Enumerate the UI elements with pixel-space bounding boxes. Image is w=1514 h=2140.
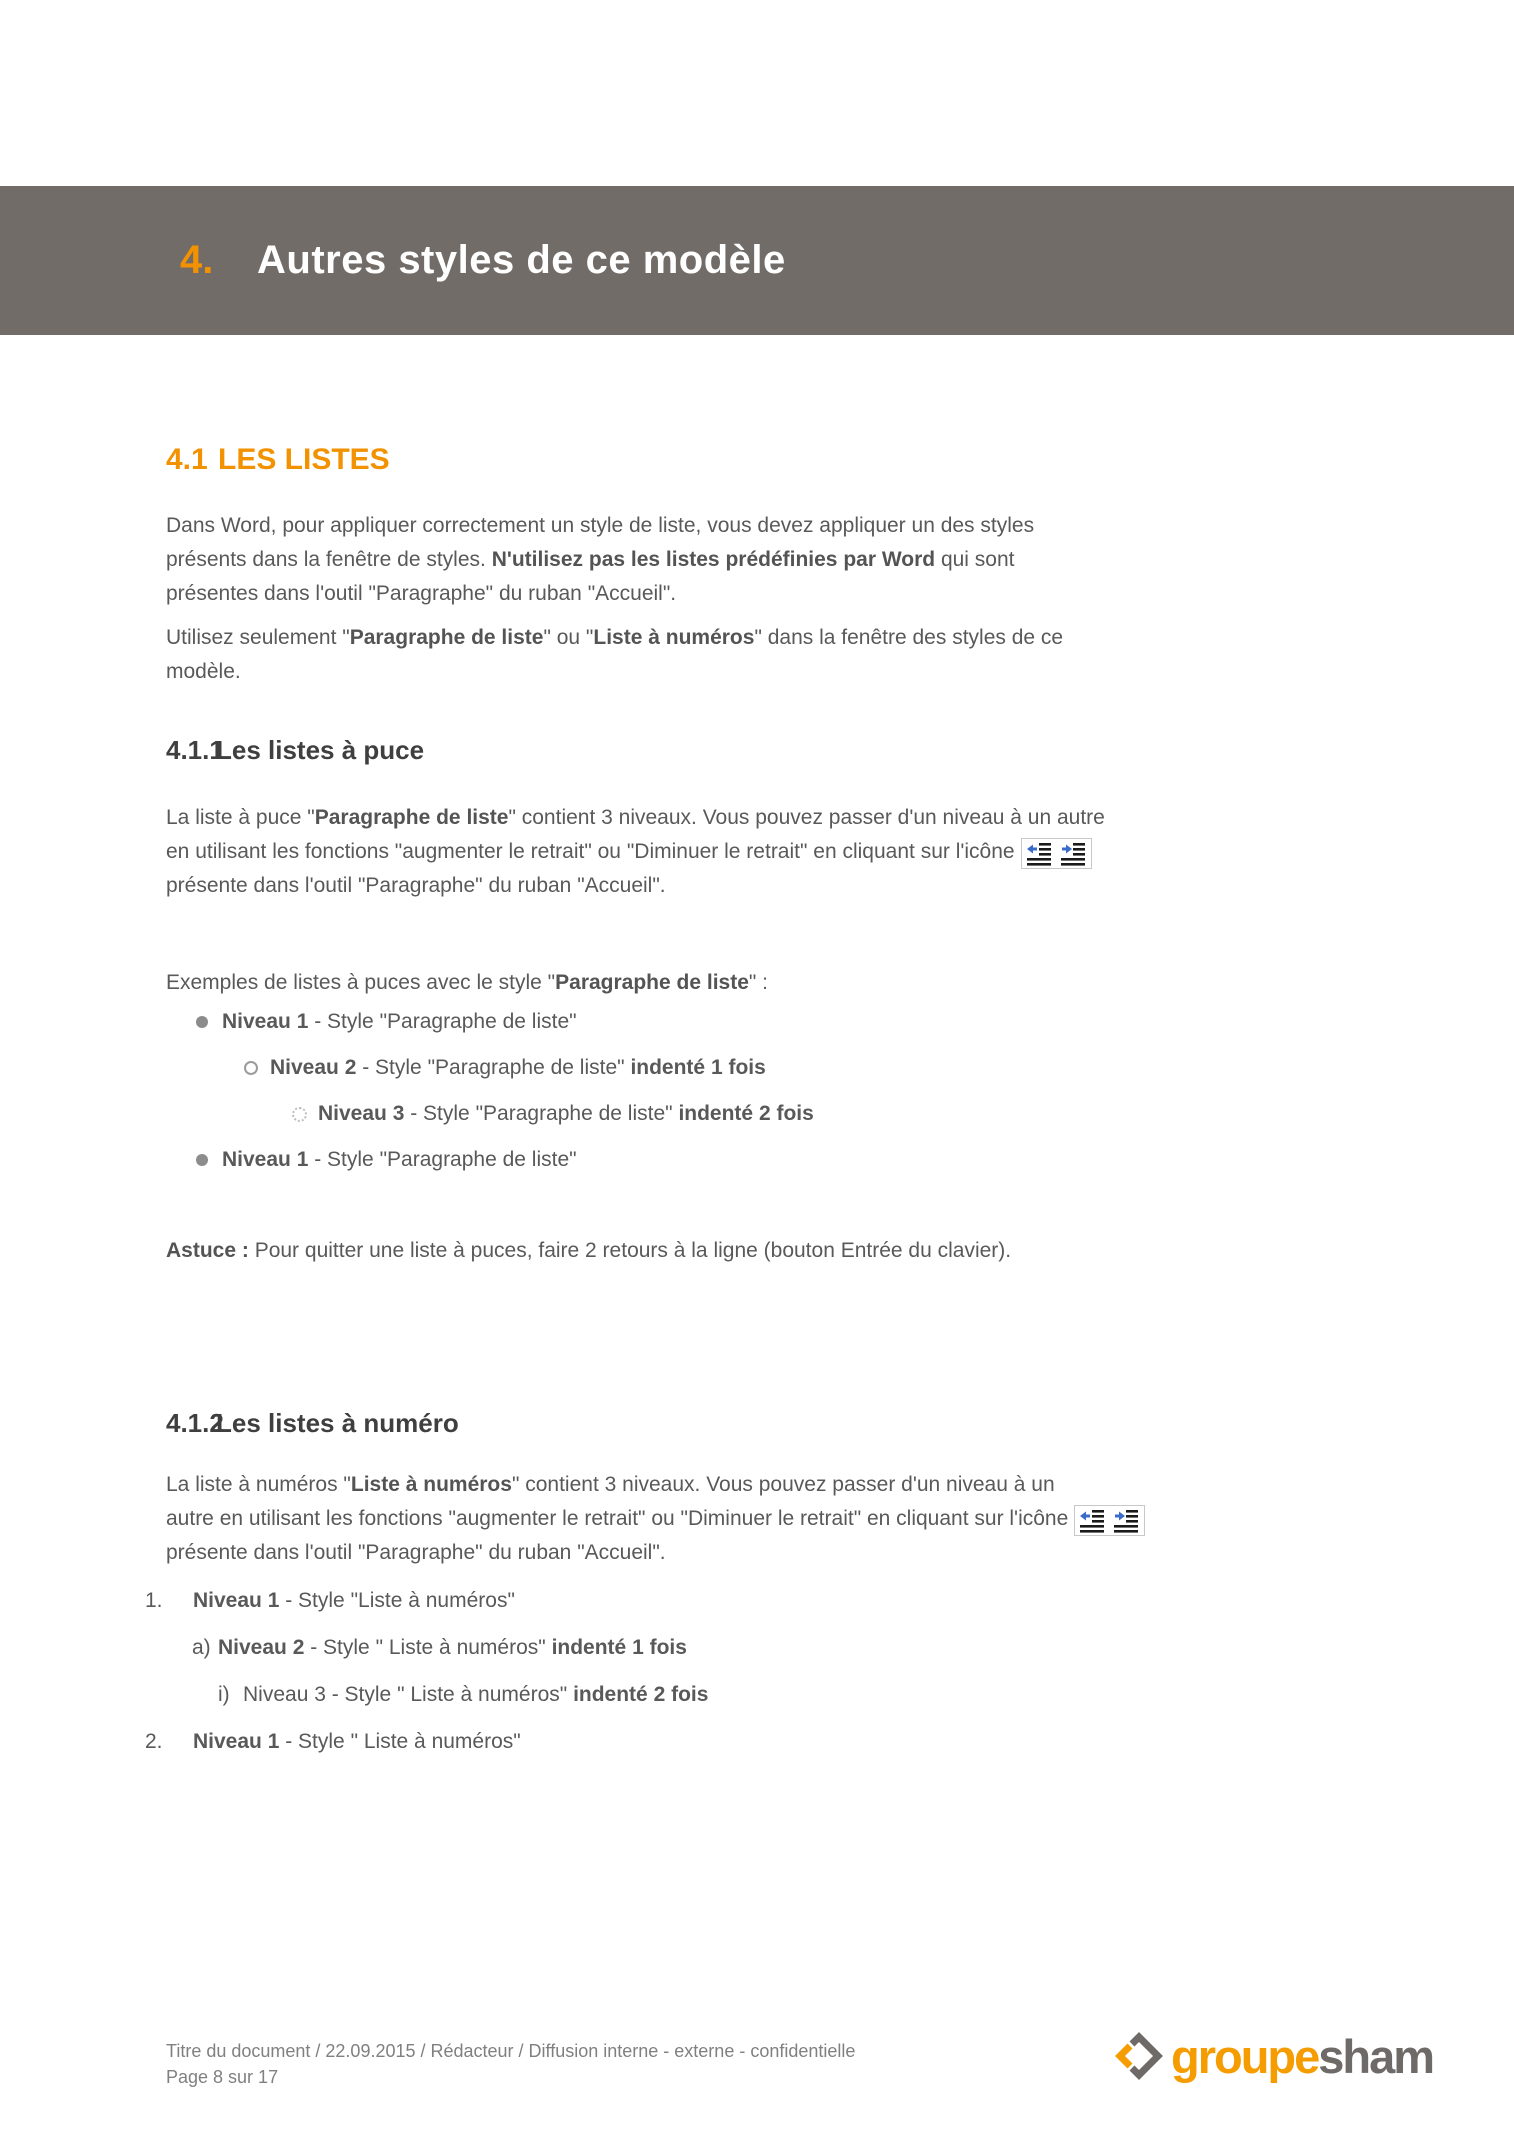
- text-run-bold: Paragraphe de liste: [349, 626, 544, 649]
- decrease-indent-icon: [1026, 841, 1053, 866]
- increase-indent-icon: [1113, 1508, 1140, 1533]
- text-run-bold: N'utilisez pas les listes prédéfinies par Word: [491, 548, 936, 571]
- page-footer: [166, 2038, 855, 2090]
- text-run: présents dans la fenêtre de styles.: [166, 548, 492, 571]
- logo-text-sham: sham: [1318, 2029, 1434, 2083]
- text-run: autre en utilisant les fonctions "augmenter le retrait" ou "Diminuer le retrait" en cliquant sur l'icône: [166, 1507, 1069, 1530]
- text-run: Exemples de listes à puces avec le style ": [166, 971, 556, 994]
- list-item: [145, 1631, 1335, 1665]
- text-run: présentes dans l'outil "Paragraphe" du ruban "Accueil".: [166, 582, 677, 605]
- list-item: [145, 1725, 1335, 1759]
- indent-buttons-image: [1021, 838, 1092, 869]
- list-item: [166, 1005, 1336, 1039]
- section-heading-4-1: [166, 443, 390, 477]
- text-run: La liste à numéros ": [166, 1473, 351, 1496]
- bullet-level1-icon: [196, 1016, 222, 1028]
- number-marker: 2.: [145, 1730, 163, 1753]
- text-run: en utilisant les fonctions "augmenter le retrait" ou "Diminuer le retrait" en cliquant sur l'icône: [166, 840, 1015, 863]
- text-run-bold: Liste à numéros: [350, 1473, 512, 1496]
- decrease-indent-icon: [1079, 1508, 1106, 1533]
- text-run: " :: [748, 971, 769, 994]
- list-item: [166, 1051, 1336, 1085]
- text-run-bold: Paragraphe de liste: [314, 806, 509, 829]
- list-item: [145, 1584, 1335, 1618]
- number-marker: 1.: [145, 1589, 163, 1612]
- list-item-text: Niveau 1 - Style "Liste à numéros": [193, 1589, 515, 1612]
- text-run-bold: Liste à numéros: [593, 626, 755, 649]
- section-title: LES LISTES: [218, 443, 390, 476]
- section-number: 4.1: [166, 443, 208, 476]
- text-run: " contient 3 niveaux. Vous pouvez passer d'un niveau à un: [511, 1473, 1055, 1496]
- paragraph-intro-lists: [166, 509, 1336, 611]
- text-run: Utilisez seulement ": [166, 626, 350, 649]
- text-run: présente dans l'outil "Paragraphe" du ruban "Accueil".: [166, 1541, 666, 1564]
- footer-page-number: Page 8 sur 17: [166, 2067, 279, 2087]
- chapter-number: 4.: [180, 238, 214, 282]
- groupe-sham-diamond-icon: [1113, 2030, 1165, 2082]
- list-item-text: Niveau 1 - Style " Liste à numéros": [193, 1730, 521, 1753]
- paragraph-examples-intro: [166, 966, 1336, 1000]
- paragraph-use-only-styles: [166, 621, 1336, 689]
- numbered-list-example: [145, 1584, 1335, 1772]
- number-marker: a): [192, 1636, 211, 1659]
- text-run: " dans la fenêtre des styles de ce: [754, 626, 1064, 649]
- section-title: Les listes à puce: [216, 735, 425, 765]
- logo-text-groupe: groupe: [1171, 2029, 1319, 2083]
- number-marker: i): [218, 1683, 230, 1706]
- list-item: [166, 1097, 1336, 1131]
- list-item-text: Niveau 3 - Style "Paragraphe de liste" indenté 2 fois: [318, 1102, 814, 1125]
- section-number: 4.1.1: [166, 735, 224, 765]
- bullet-level3-icon: [292, 1107, 318, 1122]
- paragraph-astuce-tip: [166, 1234, 1336, 1268]
- chapter-heading-band: [0, 186, 1514, 335]
- indent-buttons-image: [1074, 1505, 1145, 1536]
- increase-indent-icon: [1060, 841, 1087, 866]
- list-item-text: Niveau 2 - Style "Paragraphe de liste" indenté 1 fois: [270, 1056, 766, 1079]
- text-run: " ou ": [543, 626, 594, 649]
- text-run-bold: Paragraphe de liste: [555, 971, 749, 994]
- text-run: Pour quitter une liste à puces, faire 2 retours à la ligne (bouton Entrée du clavier).: [248, 1239, 1012, 1262]
- paragraph-bullet-list-info: [166, 801, 1336, 903]
- footer-document-info: Titre du document / 22.09.2015 / Rédacteur / Diffusion interne - externe - confidentielle: [166, 2041, 856, 2061]
- section-title: Les listes à numéro: [216, 1408, 459, 1438]
- list-item-text: Niveau 1 - Style "Paragraphe de liste": [222, 1148, 577, 1171]
- paragraph-number-list-info: [166, 1468, 1336, 1570]
- text-run: modèle.: [166, 660, 241, 683]
- section-heading-4-1-2: [166, 1408, 459, 1439]
- text-run: La liste à puce ": [166, 806, 315, 829]
- section-heading-4-1-1: [166, 735, 424, 766]
- list-item-text: Niveau 3 - Style " Liste à numéros" indenté 2 fois: [243, 1683, 709, 1706]
- section-number: 4.1.2: [166, 1408, 224, 1438]
- text-run: qui sont: [935, 548, 1015, 571]
- list-item: [145, 1678, 1335, 1712]
- text-run: présente dans l'outil "Paragraphe" du ruban "Accueil".: [166, 874, 666, 897]
- list-item-text: Niveau 1 - Style "Paragraphe de liste": [222, 1010, 577, 1033]
- list-item: [166, 1143, 1336, 1177]
- text-run: " contient 3 niveaux. Vous pouvez passer d'un niveau à un autre: [508, 806, 1105, 829]
- bullet-list-example: [166, 1005, 1336, 1189]
- text-run: Dans Word, pour appliquer correctement un style de liste, vous devez appliquer un des styles: [166, 514, 1035, 537]
- bullet-level2-icon: [244, 1061, 270, 1075]
- chapter-title: Autres styles de ce modèle: [257, 238, 786, 282]
- text-run-bold: Astuce :: [166, 1239, 249, 1262]
- bullet-level1-icon: [196, 1154, 222, 1166]
- groupe-sham-logo: [1113, 2022, 1433, 2090]
- list-item-text: Niveau 2 - Style " Liste à numéros" indenté 1 fois: [218, 1636, 687, 1659]
